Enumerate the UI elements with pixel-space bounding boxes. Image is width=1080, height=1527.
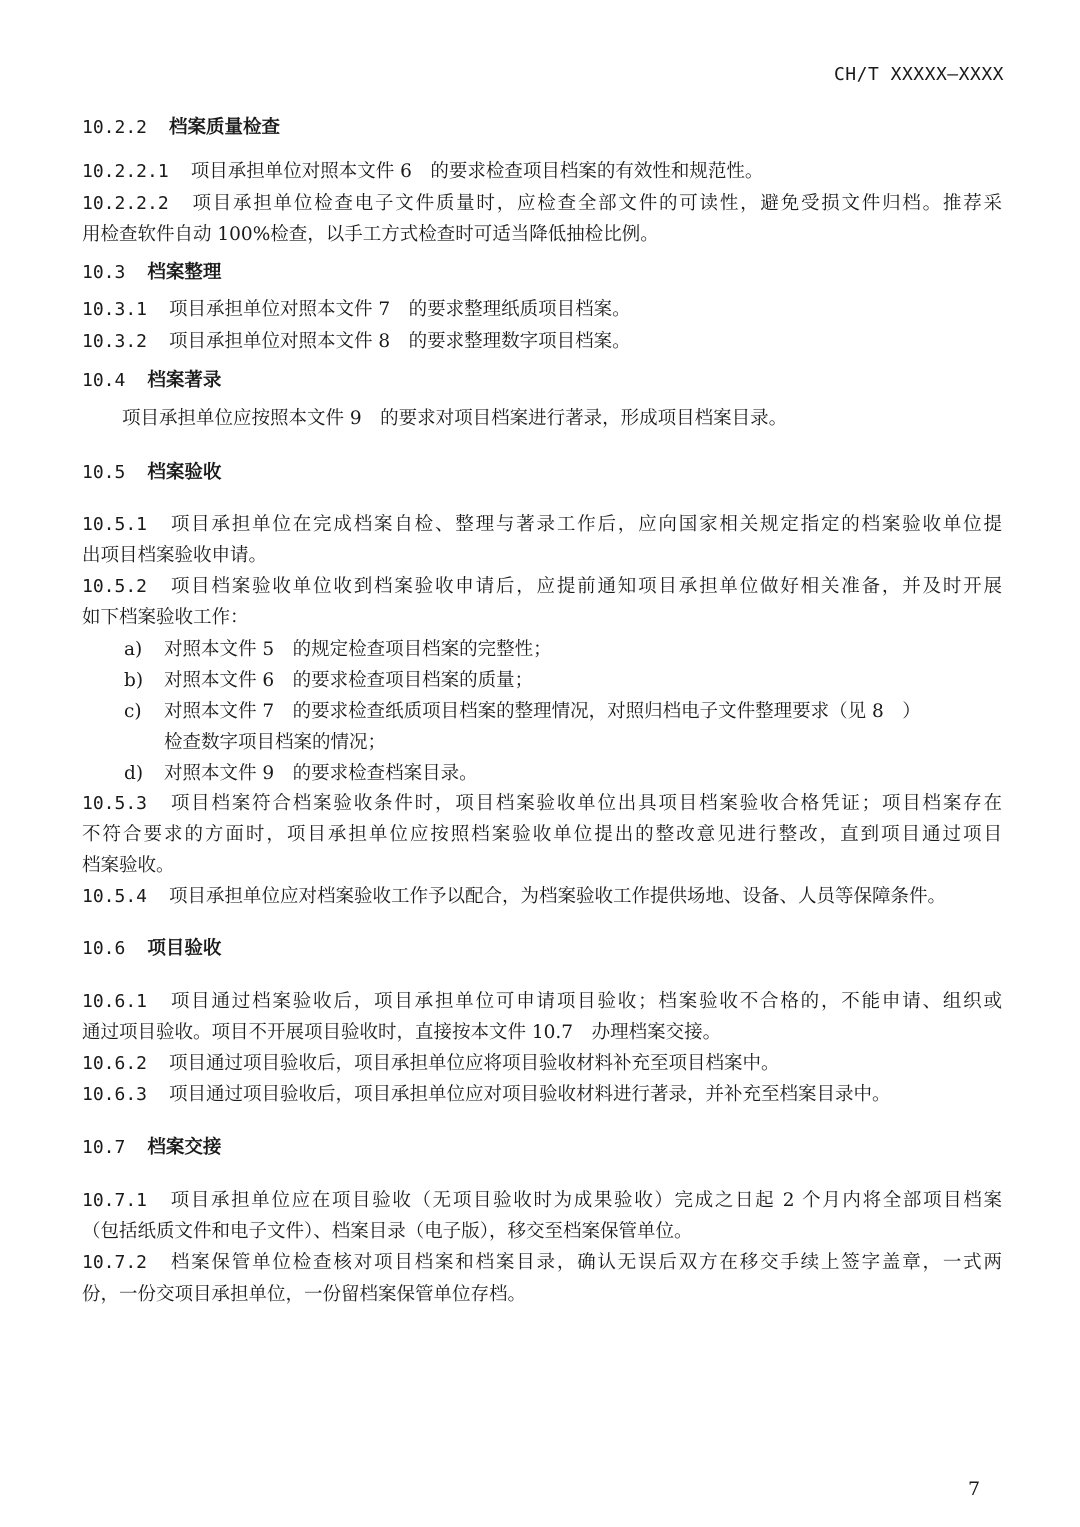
clause-10-6-1-line2: 通过项目验收。项目不开展项目验收时，直接按本文件 10.7 办理档案交接。: [82, 1022, 722, 1043]
section-number: 10.6: [82, 938, 126, 959]
clause-10-3-2: [82, 330, 1002, 354]
clause-text: 项目承担单位应对档案验收工作予以配合，为档案验收工作提供场地、设备、人员等保障条件。: [169, 886, 947, 907]
list-marker: a): [124, 639, 143, 660]
clause-10-5-2-line2: 如下档案验收工作：: [82, 607, 249, 628]
clause-text: 项目承担单位在完成档案自检、整理与著录工作后，应向国家相关规定指定的档案验收单位提: [169, 514, 1002, 535]
section-heading-10-4: [82, 369, 1002, 393]
clause-number: 10.6.3: [82, 1084, 148, 1105]
clause-number: 10.2.2.1: [82, 161, 169, 182]
clause-10-6-3: [82, 1083, 1002, 1107]
clause-number: 10.5.1: [82, 514, 148, 535]
clause-10-4-body: 项目承担单位应按照本文件 9 的要求对项目档案进行著录，形成项目档案目录。: [122, 408, 788, 429]
clause-10-2-2-1: [82, 160, 1002, 184]
clause-10-5-3-line2: 不符合要求的方面时，项目承担单位应按照档案验收单位提出的整改意见进行整改，直到项目通过项目: [82, 824, 1002, 845]
section-title: 档案著录: [147, 370, 222, 391]
clause-text: 项目承担单位应在项目验收（无项目验收时为成果验收）完成之日起 2 个月内将全部项目档案: [169, 1190, 1002, 1211]
section-heading-10-7: [82, 1136, 1002, 1160]
clause-number: 10.7.1: [82, 1190, 148, 1211]
clause-number: 10.3.2: [82, 331, 148, 352]
document-code: CH/T XXXXX—XXXX: [833, 64, 1004, 85]
section-title: 档案整理: [147, 262, 222, 283]
clause-text: 项目承担单位对照本文件 8 的要求整理数字项目档案。: [169, 331, 631, 352]
clause-number: 10.2.2.2: [82, 193, 169, 214]
list-item-text: 对照本文件 9 的要求检查档案目录。: [164, 763, 478, 784]
clause-text: 项目通过项目验收后，项目承担单位应对项目验收材料进行著录，并补充至档案目录中。: [169, 1084, 891, 1105]
clause-number: 10.5.2: [82, 576, 148, 597]
section-heading-10-3: [82, 261, 1002, 285]
list-marker: b): [124, 670, 144, 691]
section-number: 10.2.2: [82, 117, 148, 138]
list-item-text: 对照本文件 6 的要求检查项目档案的质量；: [164, 670, 534, 691]
clause-10-6-1-line1: [82, 990, 1002, 1014]
list-item-b: [124, 669, 533, 693]
clause-10-2-2-2-line1: [82, 192, 1002, 216]
list-item-text: 对照本文件 7 的要求检查纸质项目档案的整理情况，对照归档电子文件整理要求（见 8 ）: [164, 701, 921, 722]
section-number: 10.5: [82, 462, 126, 483]
clause-text: 项目通过档案验收后，项目承担单位可申请项目验收；档案验收不合格的，不能申请、组织或: [169, 991, 1002, 1012]
section-title: 档案质量检查: [169, 117, 281, 138]
clause-number: 10.3.1: [82, 299, 148, 320]
clause-10-7-2-line2: 份，一份交项目承担单位，一份留档案保管单位存档。: [82, 1284, 527, 1305]
list-marker: d): [124, 763, 144, 784]
clause-10-2-2-2-line2: 用检查软件自动 100%检查，以手工方式检查时可适当降低抽检比例。: [82, 224, 659, 245]
clause-text: 项目档案验收单位收到档案验收申请后，应提前通知项目承担单位做好相关准备，并及时开展: [169, 576, 1002, 597]
list-item-c-continuation: 检查数字项目档案的情况；: [164, 732, 387, 753]
clause-number: 10.5.3: [82, 793, 148, 814]
section-heading-10-2-2: [82, 116, 1002, 140]
clause-text: 档案保管单位检查核对项目档案和档案目录，确认无误后双方在移交手续上签字盖章，一式两: [169, 1252, 1002, 1273]
clause-text: 项目承担单位检查电子文件质量时，应检查全部文件的可读性，避免受损文件归档。推荐采: [190, 193, 1002, 214]
list-item-d: [124, 762, 478, 786]
section-title: 档案验收: [147, 462, 222, 483]
clause-10-5-1-line1: [82, 513, 1002, 537]
clause-text: 项目通过项目验收后，项目承担单位应将项目验收材料补充至项目档案中。: [169, 1053, 780, 1074]
section-heading-10-6: [82, 937, 1002, 961]
section-number: 10.7: [82, 1137, 126, 1158]
clause-number: 10.6.1: [82, 991, 148, 1012]
clause-10-6-2: [82, 1052, 1002, 1076]
clause-10-5-2-line1: [82, 575, 1002, 599]
list-item-c: [124, 700, 921, 724]
clause-10-5-4: [82, 885, 1002, 909]
section-number: 10.3: [82, 262, 126, 283]
clause-10-7-2-line1: [82, 1251, 1002, 1275]
list-marker: c): [124, 701, 142, 722]
section-heading-10-5: [82, 461, 1002, 485]
clause-text: 项目档案符合档案验收条件时，项目档案验收单位出具项目档案验收合格凭证；项目档案存在: [169, 793, 1002, 814]
section-number: 10.4: [82, 370, 126, 391]
clause-10-7-1-line1: [82, 1189, 1002, 1213]
section-title: 档案交接: [147, 1137, 222, 1158]
list-item-text: 对照本文件 5 的规定检查项目档案的完整性；: [164, 639, 552, 660]
clause-number: 10.7.2: [82, 1252, 148, 1273]
clause-number: 10.5.4: [82, 886, 148, 907]
clause-10-3-1: [82, 298, 1002, 322]
clause-text: 项目承担单位对照本文件 7 的要求整理纸质项目档案。: [169, 299, 631, 320]
list-item-a: [124, 638, 552, 662]
clause-10-5-3-line1: [82, 792, 1002, 816]
clause-10-7-1-line2: （包括纸质文件和电子文件）、档案目录（电子版），移交至档案保管单位。: [82, 1221, 693, 1242]
page-number: 7: [968, 1478, 981, 1500]
clause-number: 10.6.2: [82, 1053, 148, 1074]
clause-text: 项目承担单位对照本文件 6 的要求检查项目档案的有效性和规范性。: [190, 161, 764, 182]
clause-10-5-1-line2: 出项目档案验收申请。: [82, 545, 268, 566]
clause-10-5-3-line3: 档案验收。: [82, 855, 175, 876]
section-title: 项目验收: [147, 938, 222, 959]
